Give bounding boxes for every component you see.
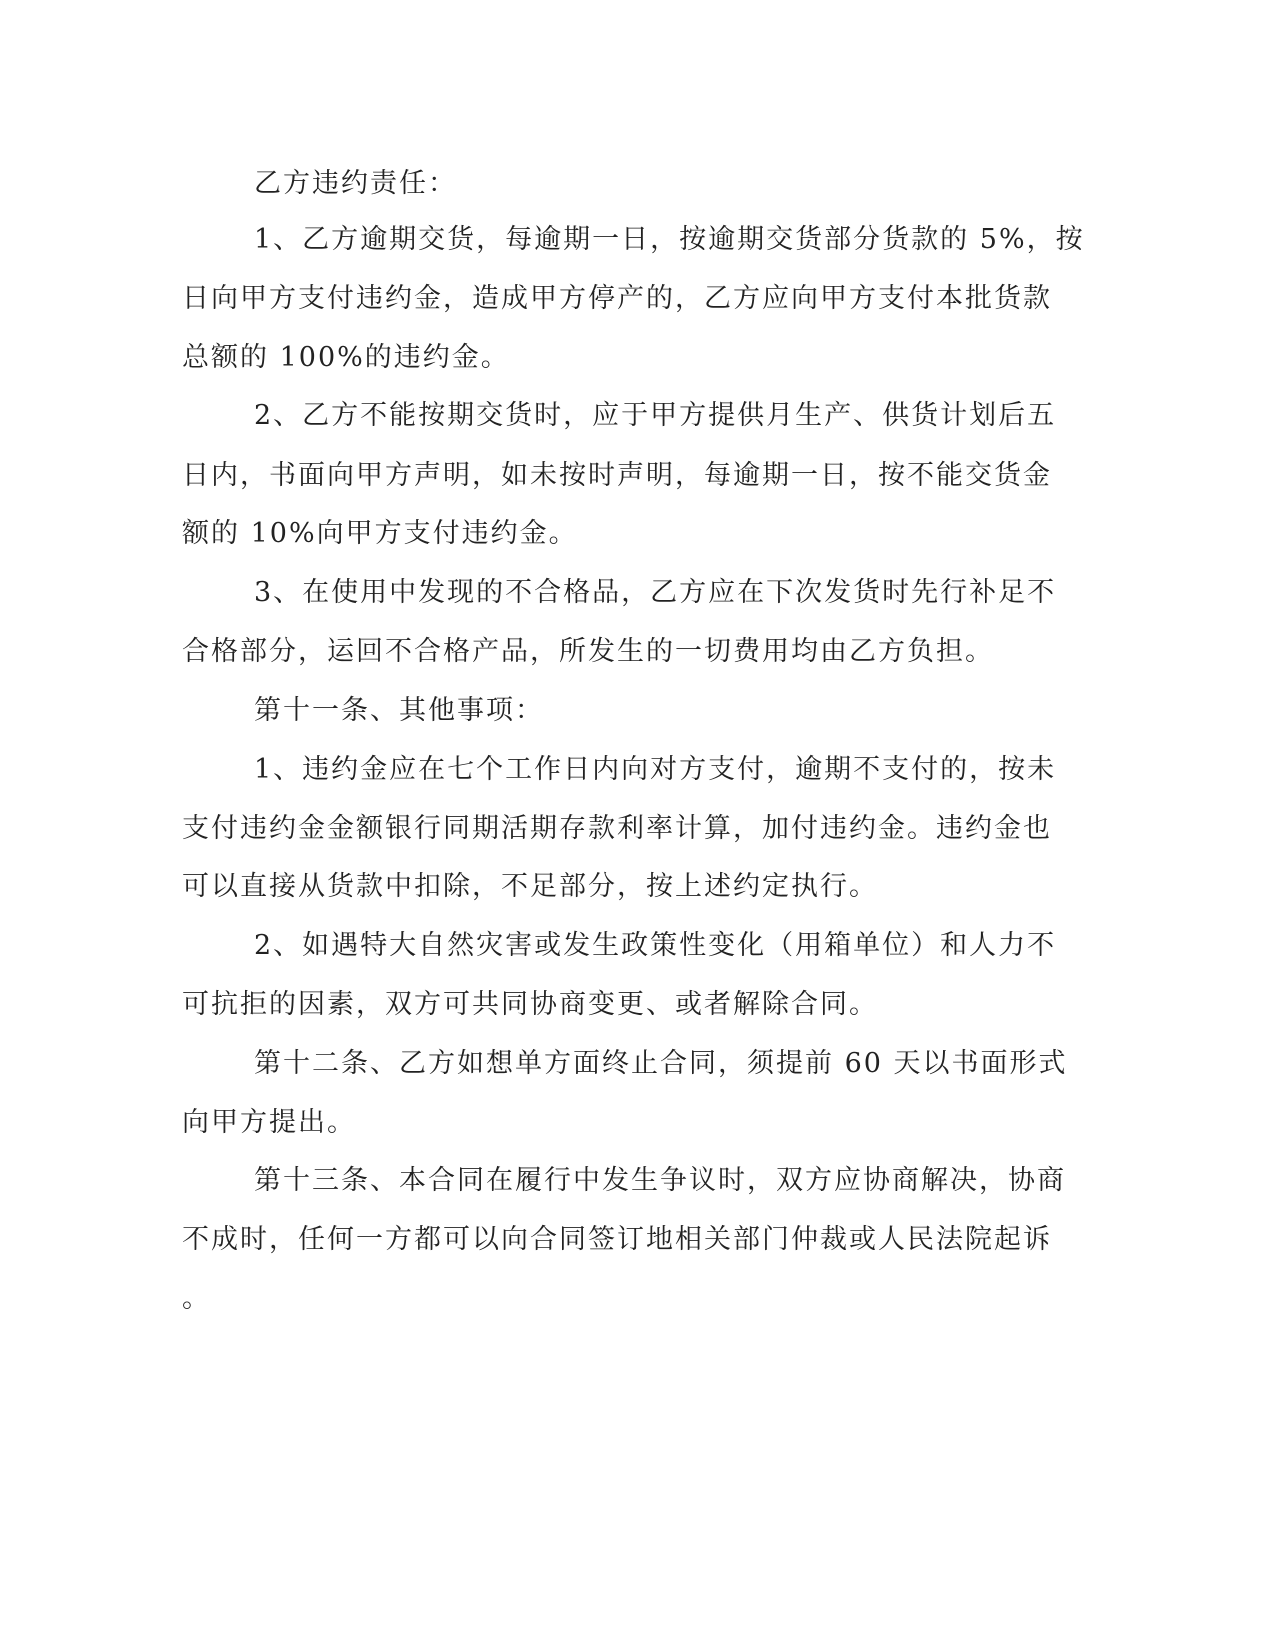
text-line: 向甲方提出。 <box>182 1107 356 1138</box>
text-line: 乙方违约责任： <box>254 168 457 199</box>
text-line: 合格部分，运回不合格产品，所发生的一切费用均由乙方负担。 <box>182 636 994 667</box>
text-line: 。 <box>182 1283 211 1314</box>
text-line: 第十一条、其他事项： <box>254 695 544 726</box>
text-line: 总额的 100%的违约金。 <box>182 342 510 373</box>
text-line: 额的 10%向甲方支付违约金。 <box>182 518 578 549</box>
text-line: 第十三条、本合同在履行中发生争议时，双方应协商解决，协商 <box>254 1165 1066 1196</box>
text-line: 1、乙方逾期交货，每逾期一日，按逾期交货部分货款的 5%，按 <box>254 224 1085 255</box>
text-line: 不成时，任何一方都可以向合同签订地相关部门仲裁或人民法院起诉 <box>182 1224 1052 1255</box>
text-line: 可抗拒的因素，双方可共同协商变更、或者解除合同。 <box>182 989 878 1020</box>
text-line: 1、违约金应在七个工作日内向对方支付，逾期不支付的，按未 <box>254 754 1057 785</box>
text-line: 2、乙方不能按期交货时，应于甲方提供月生产、供货计划后五 <box>254 400 1057 431</box>
text-line: 日向甲方支付违约金，造成甲方停产的，乙方应向甲方支付本批货款 <box>182 283 1052 314</box>
text-line: 支付违约金金额银行同期活期存款利率计算，加付违约金。违约金也 <box>182 813 1052 844</box>
text-line: 可以直接从货款中扣除，不足部分，按上述约定执行。 <box>182 871 878 902</box>
text-line: 日内，书面向甲方声明，如未按时声明，每逾期一日，按不能交货金 <box>182 460 1052 491</box>
text-line: 2、如遇特大自然灾害或发生政策性变化（用箱单位）和人力不 <box>254 930 1057 961</box>
text-line: 第十二条、乙方如想单方面终止合同，须提前 60 天以书面形式 <box>254 1048 1068 1079</box>
text-line: 3、在使用中发现的不合格品，乙方应在下次发货时先行补足不 <box>254 577 1057 608</box>
